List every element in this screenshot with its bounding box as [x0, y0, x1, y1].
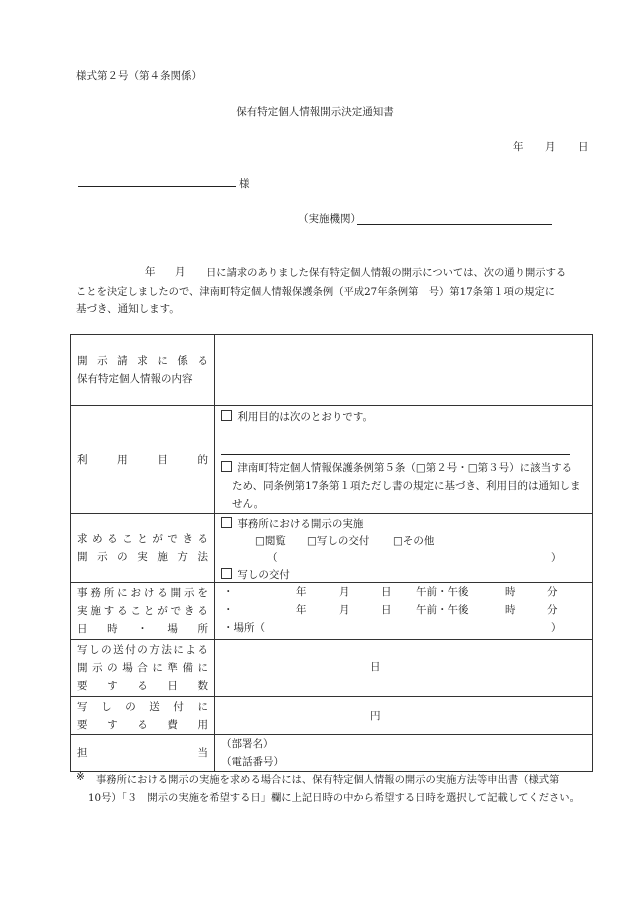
- label-disclosure-content: [71, 335, 215, 406]
- value-method: [215, 514, 593, 583]
- datetime-place-close: ）: [551, 622, 562, 634]
- value-contact: [215, 735, 593, 772]
- method-other[interactable]: □その他: [393, 535, 435, 547]
- purpose-fill-line[interactable]: [221, 454, 570, 455]
- label-days: 写 し の 送 付 の 方 法 に よ る 開 示 の 場 合 に 準 備 に 要 す る 日 数: [71, 640, 215, 697]
- value-cost[interactable]: [215, 697, 593, 735]
- datetime1-day: 日: [381, 586, 392, 598]
- date-year: 年: [513, 141, 524, 153]
- datetime2-month: 月: [339, 604, 350, 616]
- value-purpose: [215, 406, 593, 514]
- footnote-mark: ※: [76, 771, 85, 783]
- row-contact: [71, 735, 593, 772]
- contact-dept[interactable]: （部署名）: [221, 738, 274, 750]
- cost-unit: 円: [370, 710, 381, 722]
- datetime2-minute: 分: [547, 604, 558, 616]
- datetime2-year: 年: [296, 604, 307, 616]
- footnote-line2: 10号）「３ 開示の実施を希望する日」欄に上記日時の中から希望する日時を選択して記載してください。: [88, 792, 580, 804]
- agency-label: （実施機関）: [298, 213, 361, 225]
- datetime1-month: 月: [339, 586, 350, 598]
- row-datetime: [71, 583, 593, 640]
- purpose-option1-text: 利用目的は次のとおりです。: [237, 411, 374, 423]
- body-month: 月: [175, 266, 186, 278]
- method-view[interactable]: □閲覧: [255, 535, 286, 547]
- datetime1-hour: 時: [505, 586, 516, 598]
- method-paren-close: ）: [551, 552, 562, 564]
- row-purpose: [71, 406, 593, 514]
- method-office-checkbox[interactable]: [221, 517, 232, 528]
- datetime2-bullet: ・: [223, 604, 234, 616]
- disclosure-table: [70, 334, 593, 772]
- label-disclosure-content-2: 保有特定個人情報の内容: [77, 373, 193, 385]
- method-office-text: 事務所における開示の実施: [237, 518, 364, 530]
- addressee-suffix: 様: [239, 178, 250, 190]
- footnote-line1: 事務所における開示の実施を求める場合には、保有特定個人情報の開示の実施方法等申出書（様式第: [96, 774, 560, 786]
- row-disclosure-content: [71, 335, 593, 406]
- body-line3: 基づき、通知します。: [76, 303, 180, 315]
- row-method: [71, 514, 593, 583]
- contact-phone[interactable]: （電話番号）: [221, 756, 284, 768]
- label-disclosure-content-1: 開 示 請 求 に 係 る: [77, 355, 208, 367]
- document-title: 保有特定個人情報開示決定通知書: [236, 106, 394, 118]
- label-method: 求 め る こ と が で き る 開 示 の 実 施 方 法: [71, 514, 215, 583]
- date-month: 月: [545, 141, 556, 153]
- date-day: 日: [578, 141, 589, 153]
- method-copy[interactable]: □写しの交付: [307, 535, 370, 547]
- form-number: 様式第２号（第４条関係）: [76, 70, 202, 82]
- body-year: 年: [145, 266, 156, 278]
- value-disclosure-content[interactable]: [215, 335, 593, 406]
- datetime1-bullet: ・: [223, 586, 234, 598]
- label-purpose: 利 用 目 的: [71, 406, 215, 514]
- label-datetime: 事 務 所 に お け る 開 示 を 実 施 す る こ と が で き る 日 時 ・ 場 所: [71, 583, 215, 640]
- purpose-option2-checkbox[interactable]: [221, 461, 232, 472]
- row-days: [71, 640, 593, 697]
- label-contact: 担 当: [71, 735, 215, 772]
- row-cost: [71, 697, 593, 735]
- method-paren-open: （: [267, 552, 278, 564]
- datetime-place-label: ・場所（: [223, 622, 265, 634]
- value-days[interactable]: [215, 640, 593, 697]
- agency-line: [357, 224, 552, 225]
- purpose-option2-line1: 津南町特定個人情報保護条例第５条（□第２号・□第３号）に該当する: [237, 462, 573, 474]
- purpose-option2-line2: ため、同条例第17条第１項ただし書の規定に基づき、利用目的は通知しま: [232, 480, 581, 492]
- label-cost: 写 し の 送 付 に 要 す る 費 用: [71, 697, 215, 735]
- datetime2-day: 日: [381, 604, 392, 616]
- datetime2-hour: 時: [505, 604, 516, 616]
- method-copy-checkbox[interactable]: [221, 568, 232, 579]
- value-datetime: [215, 583, 593, 640]
- addressee-line: [78, 186, 236, 187]
- method-copy-text: 写しの交付: [237, 569, 290, 581]
- body-line1: 日に請求のありました保有特定個人情報の開示については、次の通り開示する: [206, 267, 567, 279]
- purpose-option1-checkbox[interactable]: [221, 410, 232, 421]
- body-line2: ことを決定しましたので、津南町特定個人情報保護条例（平成27年条例第 号）第17条第１項の規定に: [76, 286, 556, 298]
- datetime1-year: 年: [296, 586, 307, 598]
- purpose-option2-line3: せん。: [232, 498, 265, 510]
- datetime1-minute: 分: [547, 586, 558, 598]
- datetime1-ampm[interactable]: 午前・午後: [416, 586, 469, 598]
- days-unit: 日: [370, 661, 381, 673]
- datetime2-ampm[interactable]: 午前・午後: [416, 604, 469, 616]
